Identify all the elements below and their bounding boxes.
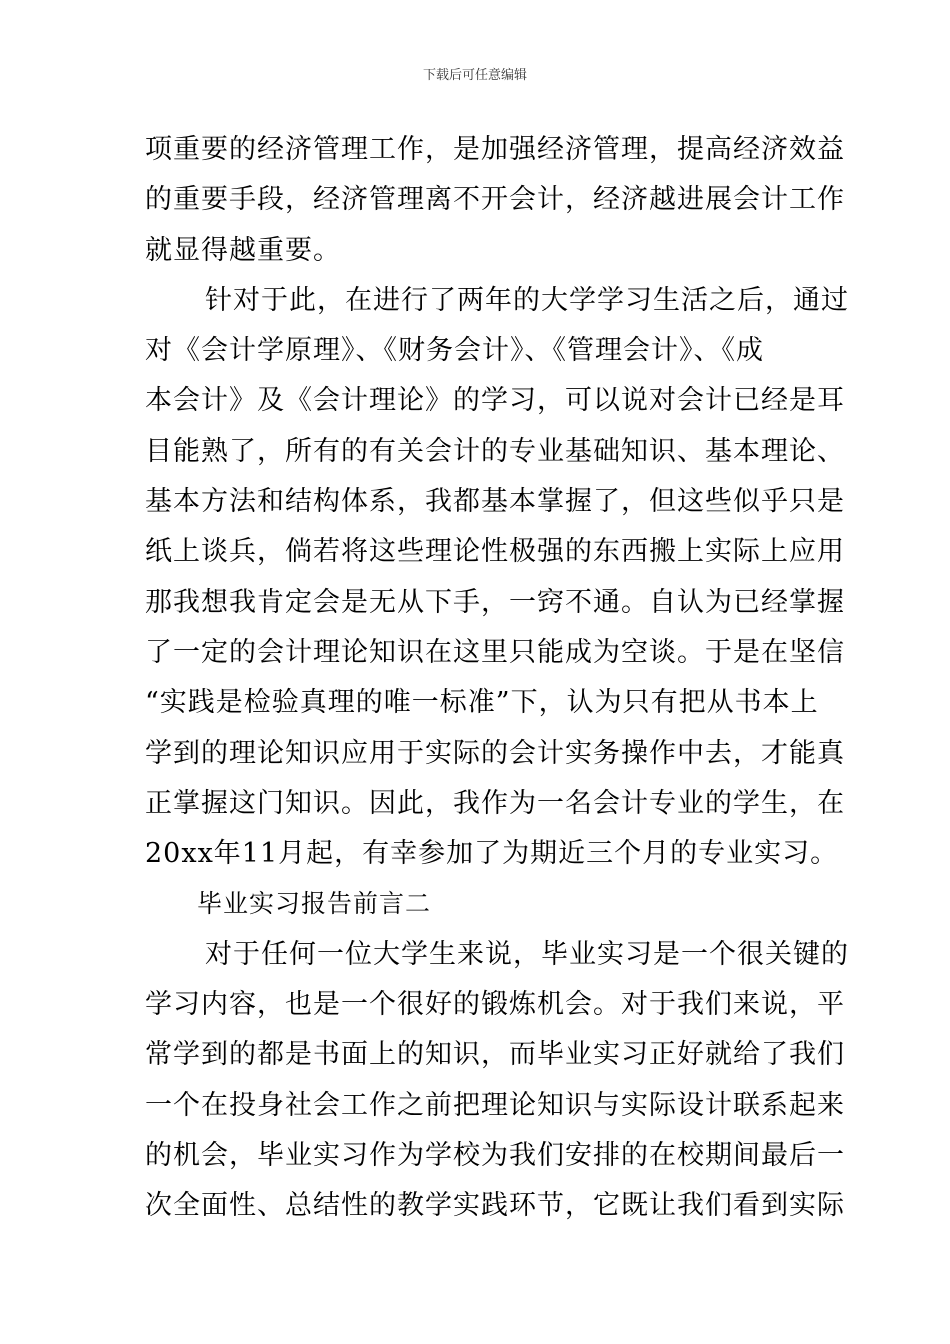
text-line: 的机会，毕业实习作为学校为我们安排的在校期间最后一: [145, 1139, 845, 1171]
text-line: 就显得越重要。: [145, 234, 341, 266]
paragraph-start-line: 针对于此，在进行了两年的大学学习生活之后，通过: [205, 284, 849, 316]
text-line: 一个在投身社会工作之前把理论知识与实际设计联系起来: [145, 1089, 845, 1121]
text-line: 那我想我肯定会是无从下手，一窍不通。自认为已经掌握: [145, 586, 845, 618]
text-line: 本会计》及《会计理论》的学习，可以说对会计已经是耳: [145, 385, 845, 417]
paragraph-start-line: 对于任何一位大学生来说，毕业实习是一个很关键的: [205, 938, 849, 970]
text-line: “实践是检验真理的唯一标准”下，认为只有把从书本上: [145, 687, 819, 719]
text-line: 次全面性、总结性的教学实践环节，它既让我们看到实际: [145, 1190, 845, 1222]
text-line: 了一定的会计理论知识在这里只能成为空谈。于是在坚信: [145, 636, 845, 668]
section-heading: 毕业实习报告前言二: [197, 889, 432, 919]
text-line: 纸上谈兵，倘若将这些理论性极强的东西搬上实际上应用: [145, 536, 845, 568]
document-body: [145, 125, 849, 1232]
page-header: 下载后可任意编辑: [422, 68, 527, 83]
text-line: 的重要手段，经济管理离不开会计，经济越进展会计工作: [145, 184, 845, 216]
text-line: 基本方法和结构体系，我都基本掌握了，但这些似乎只是: [145, 486, 845, 518]
text-line: 对《会计学原理》、《财务会计》、《管理会计》、《成: [145, 335, 764, 367]
text-line: 项重要的经济管理工作，是加强经济管理，提高经济效益: [145, 134, 845, 165]
text-line: 学到的理论知识应用于实际的会计实务操作中去，才能真: [145, 737, 845, 769]
text-line: 常学到的都是书面上的知识，而毕业实习正好就给了我们: [145, 1039, 845, 1071]
text-line: 20xx年11月起，有幸参加了为期近三个月的专业实习。: [145, 838, 839, 870]
text-line: 正掌握这门知识。因此，我作为一名会计专业的学生，在: [145, 787, 845, 819]
text-line: 学习内容，也是一个很好的锻炼机会。对于我们来说，平: [145, 989, 845, 1021]
text-line: 目能熟了，所有的有关会计的专业基础知识、基本理论、: [145, 435, 845, 467]
